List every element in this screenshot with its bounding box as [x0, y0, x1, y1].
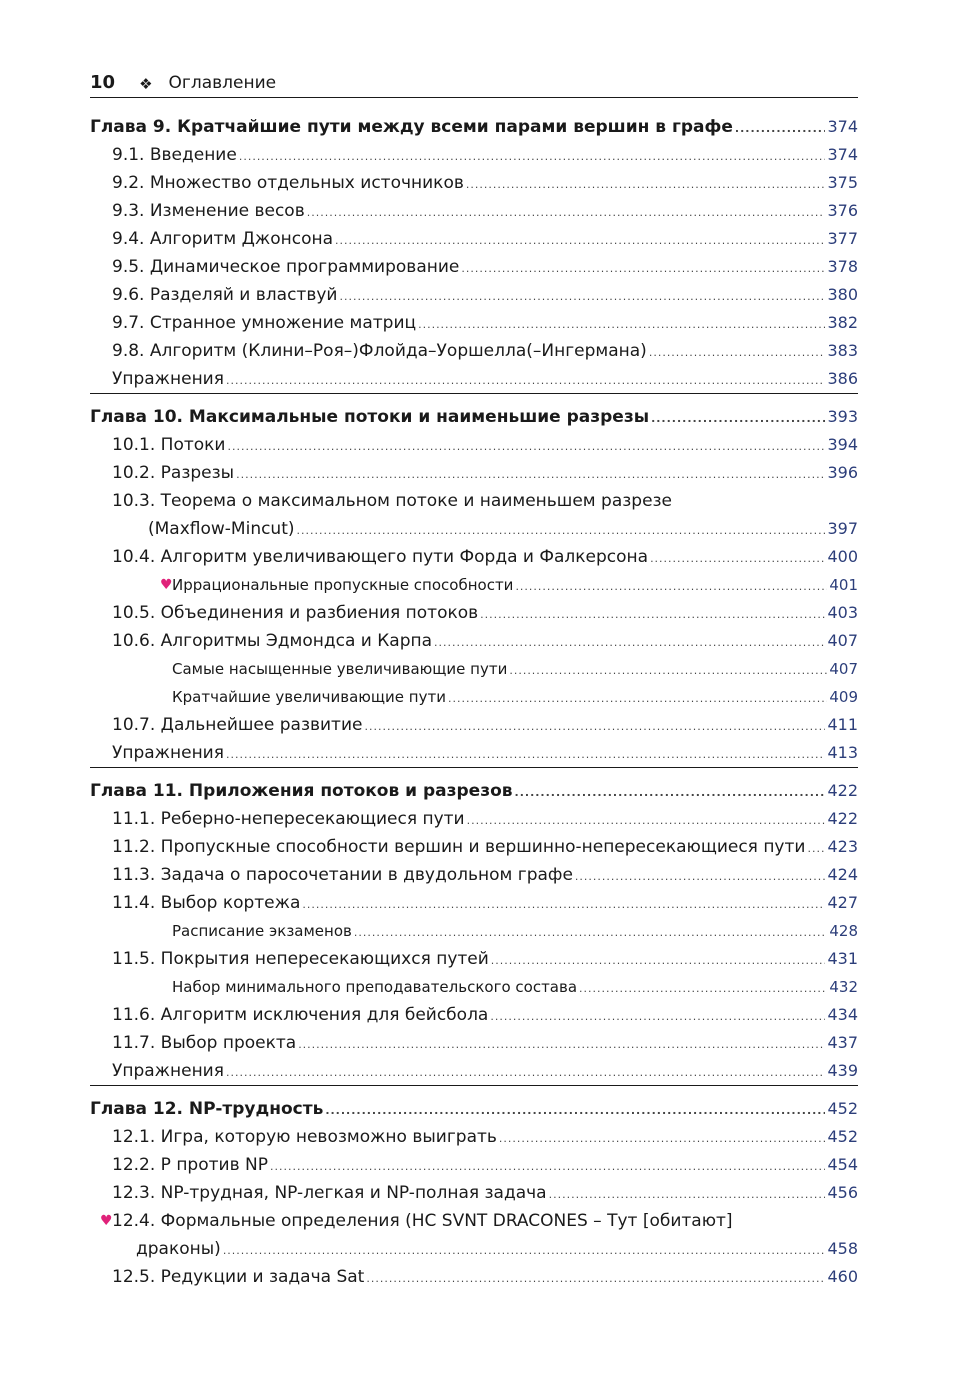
dot-leader [270, 1153, 825, 1181]
toc-entry[interactable] [90, 337, 858, 365]
dot-leader [461, 255, 825, 283]
toc-entry-title: 11.4. Выбор кортежа [112, 893, 301, 913]
toc-chapter[interactable] [90, 777, 858, 805]
toc-entry-title: 11.5. Покрытия непересекающихся путей [112, 949, 489, 969]
toc-entry[interactable] [90, 365, 858, 393]
toc-page-number: 400 [827, 547, 858, 566]
toc-page-number: 397 [827, 519, 858, 538]
dot-leader [735, 115, 826, 143]
dot-leader [480, 601, 825, 629]
page-number: 10 [90, 72, 116, 93]
toc-page-number: 452 [827, 1127, 858, 1146]
toc-page-number: 377 [827, 229, 858, 248]
toc-page-number: 434 [827, 1005, 858, 1024]
toc-entry-title: 11.7. Выбор проекта [112, 1033, 297, 1053]
dot-leader [226, 367, 825, 395]
toc-entry-title: 10.5. Объединения и разбиения потоков [112, 603, 479, 623]
toc-page-number: 439 [827, 1061, 858, 1080]
dot-leader [467, 807, 826, 835]
toc-page-number: 458 [827, 1239, 858, 1258]
toc-page-number: 401 [829, 576, 858, 594]
toc-page-number: 386 [827, 369, 858, 388]
dot-leader [226, 1059, 825, 1087]
toc-entry-title: Иррациональные пропускные способности [172, 576, 514, 594]
toc-page-number: 413 [827, 743, 858, 762]
dot-leader [223, 1237, 826, 1265]
toc-entry[interactable] [90, 1029, 858, 1057]
toc-entry-title: 10.1. Потоки [112, 435, 226, 455]
toc-entry-title: 10.4. Алгоритм увеличивающего пути Форда и Фалкерсона [112, 547, 649, 567]
dot-leader [490, 1003, 825, 1031]
running-title: Оглавление [168, 73, 277, 93]
toc-entry[interactable] [90, 833, 858, 861]
toc-entry[interactable] [90, 945, 858, 973]
toc-entry[interactable] [90, 543, 858, 571]
toc-entry[interactable] [90, 281, 858, 309]
toc-entry-title: 9.5. Динамическое программирование [112, 257, 460, 277]
dot-leader [364, 713, 825, 741]
dot-leader [807, 835, 825, 863]
toc-entry[interactable] [90, 861, 858, 889]
toc-entry-title: 10.3. Теорема о максимальном потоке и наименьшем разрезе [112, 491, 673, 511]
toc-entry[interactable] [90, 599, 858, 627]
toc-page-number: 456 [827, 1183, 858, 1202]
toc-entry-title: (Maxflow-Mincut) [148, 519, 295, 539]
toc-entry-title: 11.1. Реберно-непересекающиеся пути [112, 809, 465, 829]
toc-entry[interactable] [90, 889, 858, 917]
dot-leader [515, 779, 826, 807]
toc-page-number: 452 [827, 1099, 858, 1118]
toc-subentry[interactable] [90, 973, 858, 1001]
dot-leader [354, 919, 827, 947]
dot-leader [302, 891, 825, 919]
running-header [90, 68, 858, 98]
toc-entry-title: 11.2. Пропускные способности вершин и вершинно-непересекающиеся пути [112, 837, 806, 857]
dot-leader [651, 405, 825, 433]
toc-page-number: 422 [827, 809, 858, 828]
toc-subentry[interactable] [90, 571, 858, 599]
toc-entry[interactable] [90, 739, 858, 767]
dot-leader [515, 573, 827, 601]
toc-entry-title: 9.2. Множество отдельных источников [112, 173, 464, 193]
dot-leader [650, 545, 825, 573]
dot-leader [549, 1181, 826, 1209]
toc-entry[interactable] [90, 1001, 858, 1029]
toc-page-number: 422 [827, 781, 858, 800]
toc-entry-title: 10.7. Дальнейшее развитие [112, 715, 363, 735]
toc-page-number: 437 [827, 1033, 858, 1052]
toc-entry-title: Самые насыщенные увеличивающие пути [172, 660, 508, 678]
dot-leader [239, 143, 826, 171]
ornament-icon: ❖ [139, 75, 153, 93]
toc-entry[interactable] [90, 487, 858, 515]
dot-leader [298, 1031, 825, 1059]
toc-page-number: 376 [827, 201, 858, 220]
spacer [90, 104, 858, 113]
toc-subentry[interactable] [90, 683, 858, 711]
toc-entry-title: Кратчайшие увеличивающие пути [172, 688, 446, 706]
toc-entry[interactable] [90, 1263, 858, 1291]
heart-icon: ♥ [160, 577, 173, 593]
toc-chapter[interactable] [90, 403, 858, 431]
toc-page-number: 383 [827, 341, 858, 360]
dot-leader [466, 171, 826, 199]
toc-page-number: 382 [827, 313, 858, 332]
toc-entry-title: 9.3. Изменение весов [112, 201, 305, 221]
toc-entry-title: 10.2. Разрезы [112, 463, 235, 483]
toc-page-number: 409 [829, 688, 858, 706]
toc-entry-title: Упражнения [112, 369, 224, 389]
toc-subentry[interactable] [90, 917, 858, 945]
toc-chapter[interactable] [90, 1095, 858, 1123]
dot-leader [335, 227, 825, 255]
toc-page-number: 460 [827, 1267, 858, 1286]
toc-entry-title: 12.3. NP-трудная, NP-легкая и NP-полная задача [112, 1183, 547, 1203]
toc-entry[interactable] [90, 627, 858, 655]
toc-page-number: 424 [827, 865, 858, 884]
toc-entry-title: Глава 12. NP-трудность [90, 1099, 324, 1119]
toc-entry-title: 11.6. Алгоритм исключения для бейсбола [112, 1005, 489, 1025]
dot-leader [434, 629, 825, 657]
toc-entry[interactable] [90, 1123, 858, 1151]
toc-entry-title: Глава 11. Приложения потоков и разрезов [90, 781, 513, 801]
dot-leader [307, 199, 826, 227]
table-of-contents [90, 104, 858, 1291]
toc-page-number: 423 [827, 837, 858, 856]
toc-page-number: 393 [827, 407, 858, 426]
toc-entry-title: 9.8. Алгоритм (Клини–Роя–)Флойда–Уоршелла(–Ингермана) [112, 341, 647, 361]
toc-entry-title: 12.2. P против NP [112, 1155, 268, 1175]
dot-leader [339, 283, 825, 311]
toc-page-number: 411 [827, 715, 858, 734]
toc-page-number: 396 [827, 463, 858, 482]
toc-entry-title: Глава 10. Максимальные потоки и наименьшие разрезы [90, 407, 650, 427]
dot-leader [366, 1265, 825, 1293]
toc-entry-title: Набор минимального преподавательского состава [172, 978, 578, 996]
toc-page-number: 407 [827, 631, 858, 650]
toc-chapter[interactable] [90, 113, 858, 141]
toc-page-number: 375 [827, 173, 858, 192]
dot-leader [236, 461, 825, 489]
dot-leader [499, 1125, 826, 1153]
toc-subentry[interactable] [90, 655, 858, 683]
toc-entry[interactable] [90, 431, 858, 459]
dot-leader [575, 863, 826, 891]
toc-page-number: 374 [827, 117, 858, 136]
toc-entry[interactable] [90, 1207, 858, 1235]
toc-entry-title: 12.5. Редукции и задача Sat [112, 1267, 365, 1287]
toc-page-number: 380 [827, 285, 858, 304]
dot-leader [649, 339, 826, 367]
toc-page-number: 378 [827, 257, 858, 276]
dot-leader [509, 657, 827, 685]
toc-page-number: 374 [827, 145, 858, 164]
toc-entry-title: 12.1. Игра, которую невозможно выиграть [112, 1127, 497, 1147]
toc-entry[interactable] [90, 805, 858, 833]
toc-entry[interactable] [90, 1179, 858, 1207]
toc-entry[interactable] [90, 459, 858, 487]
dot-leader [418, 311, 825, 339]
dot-leader [448, 685, 827, 713]
toc-entry[interactable] [90, 1057, 858, 1085]
toc-entry-title: 9.4. Алгоритм Джонсона [112, 229, 334, 249]
toc-page-number: 403 [827, 603, 858, 622]
dot-leader [226, 741, 825, 769]
toc-entry[interactable] [90, 225, 858, 253]
toc-entry-continuation[interactable] [90, 515, 858, 543]
toc-entry-title: Упражнения [112, 743, 224, 763]
toc-entry[interactable] [90, 309, 858, 337]
toc-entry[interactable] [90, 253, 858, 281]
toc-entry-title: драконы) [136, 1239, 221, 1259]
toc-entry-title: Расписание экзаменов [172, 922, 352, 940]
toc-entry[interactable] [90, 1151, 858, 1179]
toc-entry-title: Упражнения [112, 1061, 224, 1081]
toc-entry-title: 12.4. Формальные определения (HC SVNT DRACONES – Тут [обитают] [112, 1211, 733, 1231]
dot-leader [491, 947, 826, 975]
dot-leader [579, 975, 827, 1003]
toc-entry-title: 9.1. Введение [112, 145, 237, 165]
toc-page-number: 394 [827, 435, 858, 454]
toc-entry-title: 10.6. Алгоритмы Эдмондса и Карпа [112, 631, 433, 651]
dot-leader [227, 433, 825, 461]
heart-icon: ♥ [100, 1213, 113, 1229]
toc-page-number: 454 [827, 1155, 858, 1174]
toc-entry-title: 9.6. Разделяй и властвуй [112, 285, 338, 305]
dot-leader [325, 1097, 825, 1125]
toc-page-number: 427 [827, 893, 858, 912]
toc-entry-title: Глава 9. Кратчайшие пути между всеми парами вершин в графе [90, 117, 733, 137]
toc-entry[interactable] [90, 169, 858, 197]
toc-page-number: 432 [829, 978, 858, 996]
toc-page-number: 407 [829, 660, 858, 678]
dot-leader [297, 517, 826, 545]
toc-entry[interactable] [90, 197, 858, 225]
toc-entry[interactable] [90, 711, 858, 739]
toc-entry[interactable] [90, 141, 858, 169]
toc-entry-continuation[interactable] [90, 1235, 858, 1263]
toc-page-number: 431 [827, 949, 858, 968]
toc-entry-title: 11.3. Задача о паросочетании в двудольном графе [112, 865, 573, 885]
toc-page-number: 428 [829, 922, 858, 940]
toc-entry-title: 9.7. Странное умножение матриц [112, 313, 417, 333]
